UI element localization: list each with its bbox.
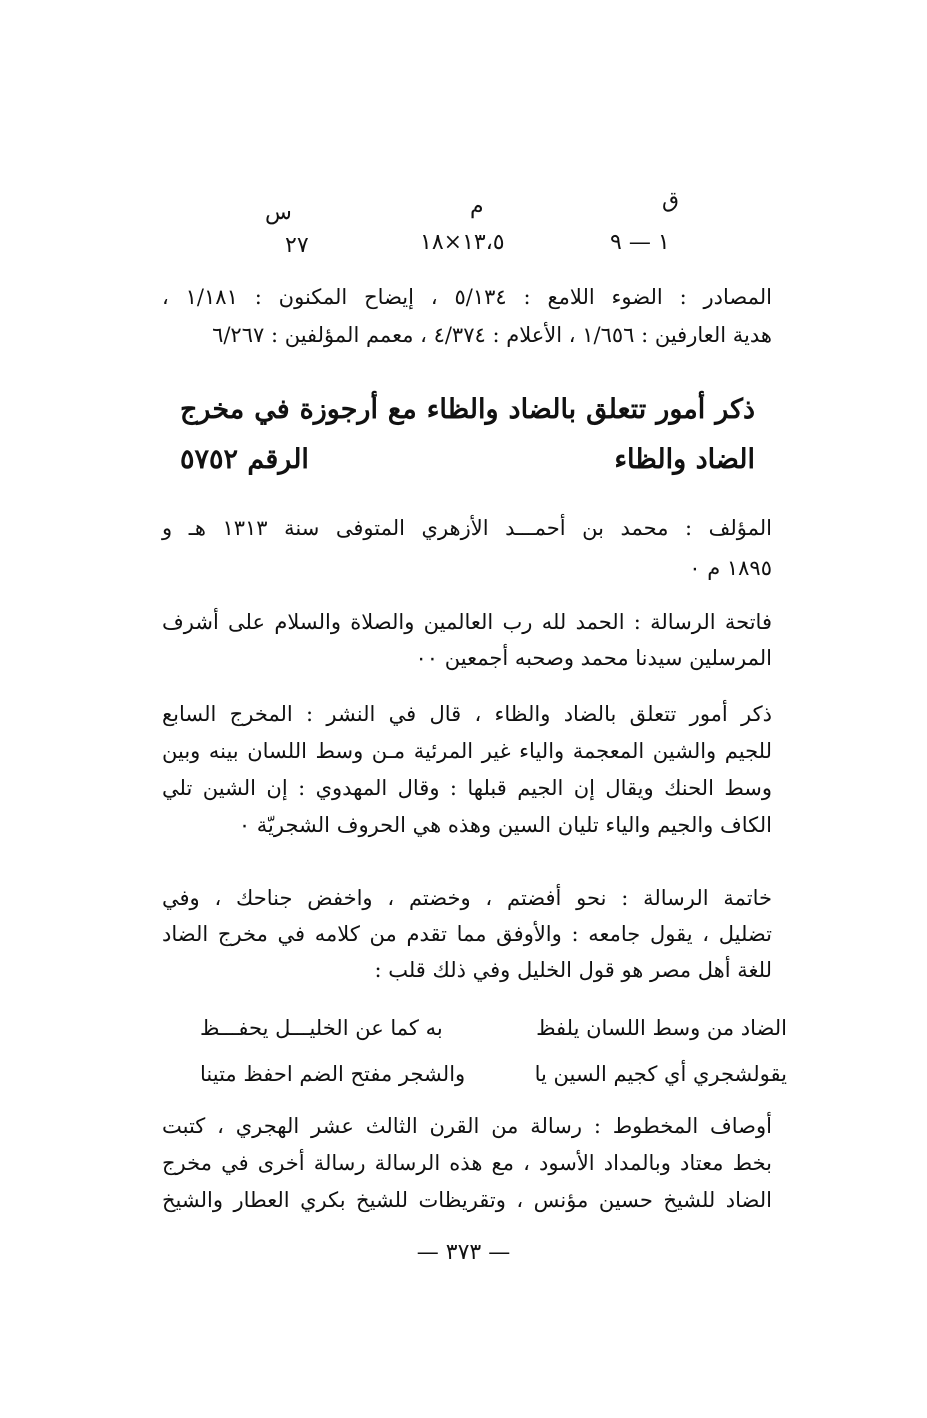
entry-title [180, 385, 755, 485]
sources-line: المصادر : الضوء اللامع : ٥/١٣٤ ، إيضاح المكنون : ١/١٨١ ، [162, 285, 773, 309]
body-line: الكاف والجيم والياء تليان السين وهذه هي الحروف الشجريّة ٠ [238, 813, 772, 837]
closing-line: خاتمة الرسالة : نحو أفضتم ، وخضتم ، واخفض جناحك ، وفي [162, 886, 772, 910]
body-line: للجيم والشين المعجمة والياء غير المرئية مـن وسط اللسان بينه وبين [162, 739, 772, 763]
closing-line: للغة أهل مصر هو قول الخليل وفي ذلك قلب : [374, 958, 772, 982]
closing-paragraph [162, 880, 772, 988]
opening-line: فاتحة الرسالة : الحمد لله رب العالمين والصلاة والسلام على أشرف [162, 610, 772, 634]
opening-line: المرسلين سيدنا محمد وصحبه أجمعين ٠٠ [415, 646, 772, 670]
body-paragraph [162, 696, 772, 844]
author-line: المؤلف : محمد بن أحمـــد الأزهري المتوفى سنة ١٣١٣ هـ و [162, 516, 772, 540]
verse-second-half: به كما عن الخليـــل يحفـــظ [200, 1016, 443, 1040]
body-line: وسط الحنك ويقال إن الجيم قبلها : وقال المهدوي : إن الشين تلي [162, 776, 772, 800]
description-paragraph [162, 1108, 772, 1219]
verse-first-half: الضاد من وسط اللسان يلفظ [536, 1016, 787, 1040]
column-value-m: ١٣،٥×١٨ [420, 230, 505, 255]
description-line: الضاد للشيخ حسين مؤنس ، وتقريظات للشيخ بكري العطار والشيخ [162, 1188, 772, 1212]
title-line: الضاد والظاء [614, 444, 755, 475]
description-line: بخط معتاد وبالمداد الأسود ، مع هذه الرسالة رسالة أخرى في مخرج [162, 1151, 772, 1175]
description-line: أوصاف المخطوط : رسالة من القرن الثالث عشر الهجري ، كتبت [162, 1114, 772, 1138]
verse-first-half: يقولشجري أي كجيم السين يا [534, 1062, 787, 1086]
entry-number: الرقم ٥٧٥٢ [180, 444, 309, 475]
author-line: ١٨٩٥ م ٠ [689, 556, 772, 580]
sources-line: هدية العارفين : ١/٦٥٦ ، الأعلام : ٤/٣٧٤ ، معمم المؤلفين : ٦/٢٦٧ [212, 323, 772, 347]
column-header-q: ق [662, 188, 680, 213]
page-number: — ٣٧٣ — [416, 1240, 511, 1265]
closing-line: تضليل ، يقول جامعه : والأوفق مما تقدم من كلامه في مخرج الضاد [162, 922, 772, 946]
column-value-q: ١ — ٩ [610, 230, 670, 255]
column-value-s: ٢٧ [285, 233, 309, 258]
poem-verse [200, 1005, 787, 1051]
sources-paragraph [162, 278, 772, 354]
author-paragraph [162, 508, 772, 588]
opening-paragraph [162, 604, 772, 676]
title-line: ذكر أمور تتعلق بالضاد والظاء مع أرجوزة في مخرج [180, 394, 755, 425]
poem-verses [200, 1005, 787, 1097]
column-header-m: م [470, 194, 484, 219]
verse-second-half: والشجر مفتح الضم احفظ متينا [200, 1062, 466, 1086]
body-line: ذكر أمور تتعلق بالضاد والظاء ، قال في النشر : المخرج السابع [162, 702, 772, 726]
poem-verse [200, 1051, 787, 1097]
column-header-s: س [265, 200, 292, 225]
